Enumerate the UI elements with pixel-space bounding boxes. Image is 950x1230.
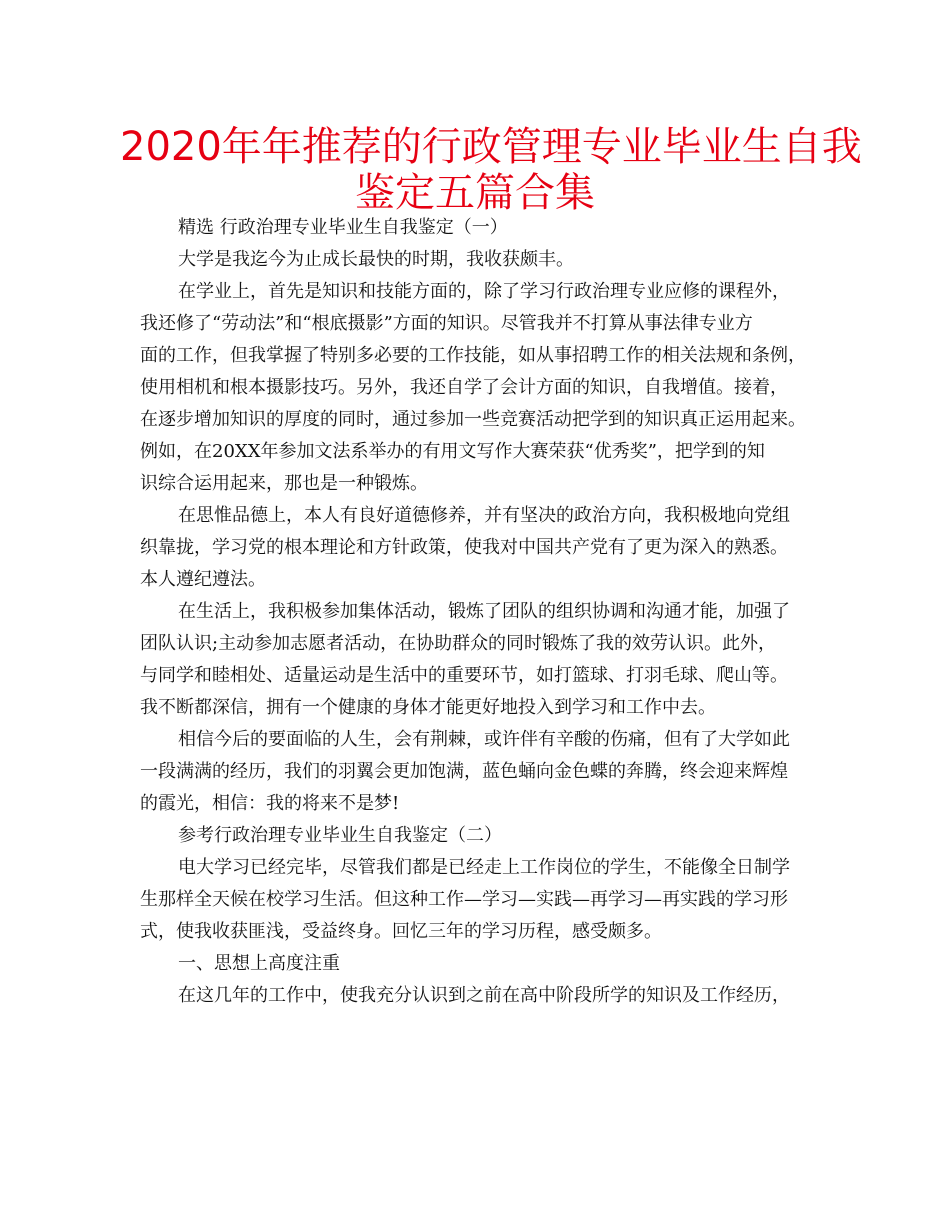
paragraph-line: 本人遵纪遵法。 bbox=[140, 569, 266, 590]
document-title-line-1: 2020年年推荐的行政管理专业毕业生自我 bbox=[120, 124, 862, 170]
section-heading: 精选 行政治理专业毕业生自我鉴定（一） bbox=[178, 217, 508, 238]
paragraph-line: 使用相机和根本摄影技巧。另外，我还自学了会计方面的知识，自我增值。接着， bbox=[140, 377, 788, 398]
paragraph-line: 在逐步增加知识的厚度的同时，通过参加一些竞赛活动把学到的知识真正运用起来。 bbox=[140, 409, 806, 430]
section-heading: 参考行政治理专业毕业生自我鉴定（二） bbox=[178, 825, 502, 846]
paragraph-line: 我不断都深信，拥有一个健康的身体才能更好地投入到学习和工作中去。 bbox=[140, 697, 716, 718]
paragraph-line: 团队认识;主动参加志愿者活动，在协助群众的同时锻炼了我的效劳认识。此外， bbox=[140, 633, 777, 654]
paragraph-line: 大学是我迄今为止成长最快的时期，我收获颇丰。 bbox=[178, 249, 574, 270]
paragraph-line: 电大学习已经完毕，尽管我们都是已经走上工作岗位的学生，不能像全日制学 bbox=[178, 857, 790, 878]
subsection-heading: 一、思想上高度注重 bbox=[178, 953, 340, 974]
paragraph-line: 在这几年的工作中，使我充分认识到之前在高中阶段所学的知识及工作经历， bbox=[178, 985, 790, 1006]
paragraph-line: 相信今后的要面临的人生，会有荆棘，或许伴有辛酸的伤痛，但有了大学如此 bbox=[178, 729, 790, 750]
paragraph-line: 例如，在20XX年参加文法系举办的有用文写作大赛荣获“优秀奖”，把学到的知 bbox=[140, 441, 765, 462]
paragraph-line: 识综合运用起来，那也是一种锻炼。 bbox=[140, 473, 428, 494]
paragraph-line: 在生活上，我积极参加集体活动，锻炼了团队的组织协调和沟通才能，加强了 bbox=[178, 601, 790, 622]
paragraph-line: 式，使我收获匪浅，受益终身。回忆三年的学习历程，感受颇多。 bbox=[140, 921, 662, 942]
paragraph-line: 生那样全天候在校学习生活。但这种工作—学习—实践—再学习—再实践的学习形 bbox=[140, 889, 788, 910]
document-body bbox=[140, 212, 830, 1012]
paragraph-line: 的霞光，相信：我的将来不是梦! bbox=[140, 793, 400, 814]
paragraph-line: 与同学和睦相处、适量运动是生活中的重要环节，如打篮球、打羽毛球、爬山等。 bbox=[140, 665, 788, 686]
paragraph-line: 我还修了“劳动法”和“根底摄影”方面的知识。尽管我并不打算从事法律专业方 bbox=[140, 313, 753, 334]
paragraph-line: 在思惟品德上，本人有良好道德修养，并有坚决的政治方向，我积极地向党组 bbox=[178, 505, 790, 526]
paragraph-line: 在学业上，首先是知识和技能方面的，除了学习行政治理专业应修的课程外， bbox=[178, 281, 790, 302]
paragraph-line: 织靠拢，学习党的根本理论和方针政策，使我对中国共产党有了更为深入的熟悉。 bbox=[140, 537, 788, 558]
paragraph-line: 面的工作，但我掌握了特别多必要的工作技能，如从事招聘工作的相关法规和条例， bbox=[140, 345, 806, 366]
paragraph-line: 一段满满的经历，我们的羽翼会更加饱满，蓝色蛹向金色蝶的奔腾，终会迎来辉煌 bbox=[140, 761, 788, 782]
document-title-line-2: 鉴定五篇合集 bbox=[355, 170, 595, 216]
